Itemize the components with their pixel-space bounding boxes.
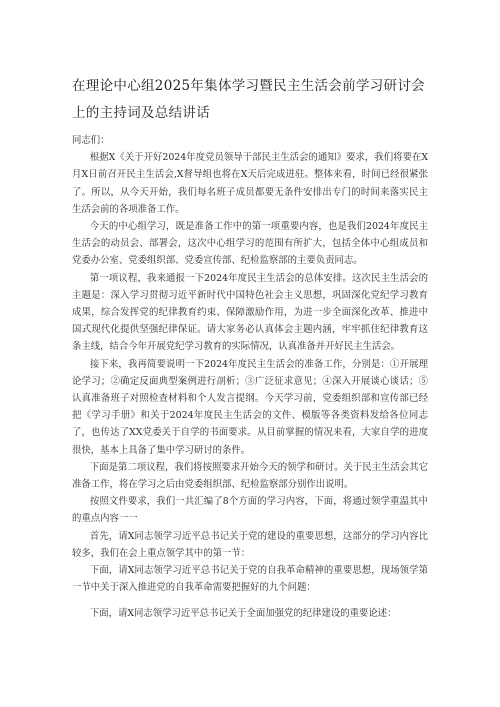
paragraph: 下面是第二项议程，我们将按照要求开始今天的领学和研讨。关于民主生活会其它准备工作，将在学习之后由党委组织部、纪检监察部分别作出说明。 bbox=[72, 461, 428, 491]
document-title: 在理论中心组2025年集体学习暨民主生活会前学习研讨会上的主持词及总结讲话 bbox=[72, 78, 425, 121]
paragraph: 第一项议程，我来通报一下2024年度民主生活会的总体安排。这次民主生活会的主题是：深入学习贯彻习近平新时代中国特色社会主义思想，巩固深化党纪学习教育成果，综合发挥党的纪律教育约束、保障激励作用，为进一步全面深化改革、推进中国式现代化提供坚强纪律保证。请大家务必认真体会主题内涵，牢牢抓住纪律教育这条主线，结合今年开展党纪学习教育的实际情况，认真准备并开好民主生活会。 bbox=[72, 272, 428, 353]
paragraph: 下面，请X同志领学习近平总书记关于党的自我革命精神的重要思想，现场领学第一节中关于深入推进党的自我革命需要把握好的九个问题： bbox=[72, 565, 428, 594]
salutation: 同志们： bbox=[72, 135, 110, 146]
paragraph: 根据X《关于开好2024年度党员领导干部民主生活会的通知》要求，我们将要在X月X日前召开民主生活会,X督导组也将在X天后完成进驻。整体来看，时间已经很紧张了。所以，从今天开始，我们每名班子成员都要无条件安排出专门的时间来落实民主生活会前的各项准备工作。 bbox=[72, 152, 428, 215]
paragraph: 按照文件要求，我们一共汇编了8个方面的学习内容，下面，将通过领学重温其中的重点内容一一 bbox=[72, 496, 428, 525]
paragraph: 首先，请X同志领学习近平总书记关于党的建设的重要思想，这部分的学习内容比较多，我们在会上重点领学其中的第一节： bbox=[72, 530, 428, 559]
paragraph: 今天的中心组学习，既是准备工作中的第一项重要内容，也是我们2024年度民主生活会的动员会、部署会，这次中心组学习的范围有所扩大，包括全体中心组成员和党委办公室、党委组织部、党委宣传部、纪检监察部的主要负责同志。 bbox=[72, 221, 428, 267]
document-body bbox=[72, 132, 428, 623]
paragraph: 接下来，我再简要说明一下2024年度民主生活会的准备工作，分别是：①开展理论学习；②确定反面典型案例进行剖析；③广泛征求意见；④深入开展谈心谈话；⑤认真准备班子对照检查材料和个人发言提纲。今天学习前，党委组织部和宣传部已经把《学习手册》和关于2024年度民主生活会的文件、模版等各类资料发给各位同志了，也传达了XX党委关于自学的书面要求。从目前掌握的情况来看，大家自学的进度很快，基本上具备了集中学习研讨的条件。 bbox=[72, 358, 428, 456]
paragraph: 下面，请X同志领学习近平总书记关于全面加强党的纪律建设的重要论述： bbox=[89, 608, 397, 620]
